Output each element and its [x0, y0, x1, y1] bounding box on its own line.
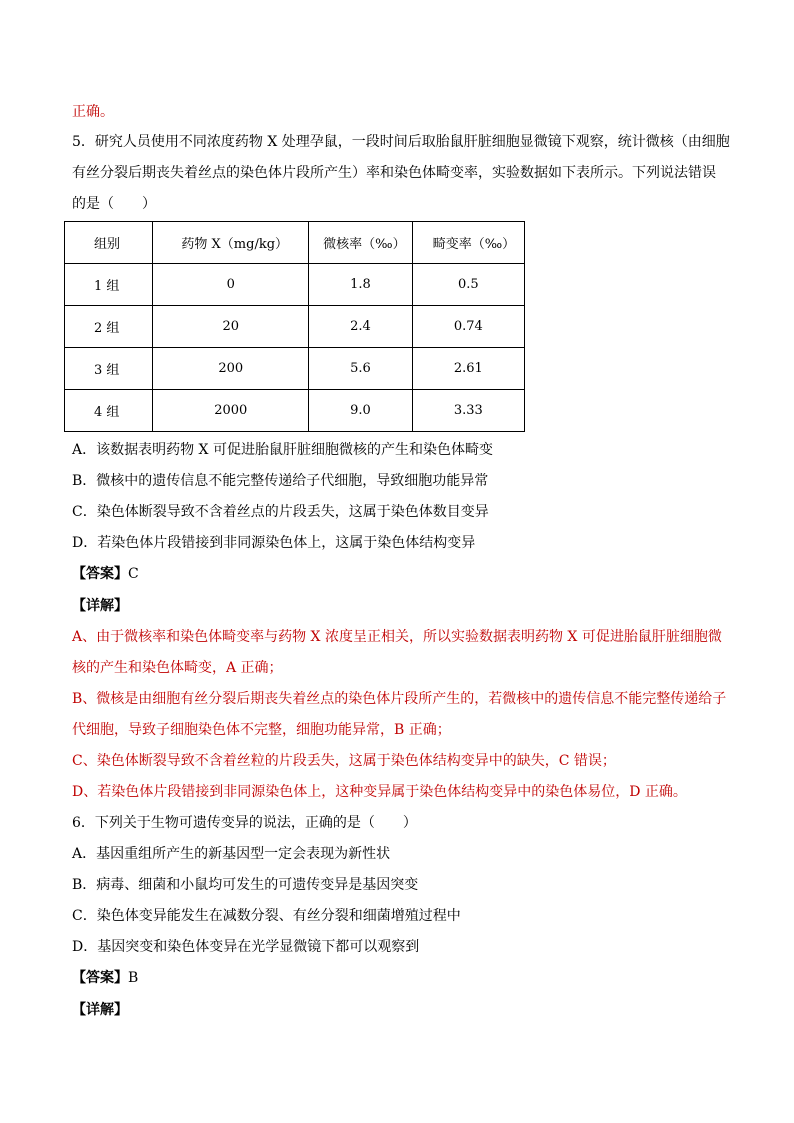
q5-explanation-line-6: D、若染色体片段错接到非同源染色体上，这种变异属于染色体结构变异中的染色体易位，D 正确。 [72, 784, 687, 800]
table-header-cell: 微核率（‰） [309, 222, 413, 264]
q6-option-b: B．病毒、细菌和小鼠均可发生的可遗传变异是基因突变 [72, 877, 419, 893]
table-cell: 3 组 [65, 348, 153, 390]
q5-explanation-line-4: 代细胞，导致子细胞染色体不完整，细胞功能异常，B 正确； [72, 722, 451, 738]
answer-value: B [128, 970, 139, 986]
table-header-cell: 畸变率（‰） [412, 222, 524, 264]
table-cell: 2000 [153, 390, 309, 432]
answer-label: 【答案】 [72, 970, 128, 986]
table-cell: 0.5 [412, 264, 524, 306]
q6-detail-label: 【详解】 [72, 1002, 128, 1018]
answer-label: 【答案】 [72, 566, 128, 582]
q5-option-c: C．染色体断裂导致不含着丝点的片段丢失，这属于染色体数目变异 [72, 504, 489, 520]
q5-explanation-line-5: C、染色体断裂导致不含着丝粒的片段丢失，这属于染色体结构变异中的缺失，C 错误； [72, 753, 616, 769]
table-cell: 4 组 [65, 390, 153, 432]
q5-explanation-line-2: 核的产生和染色体畸变，A 正确； [72, 660, 283, 676]
q6-option-a: A．基因重组所产生的新基因型一定会表现为新性状 [72, 846, 391, 862]
q5-stem-line-1: 5．研究人员使用不同浓度药物 X 处理孕鼠，一段时间后取胎鼠肝脏细胞显微镜下观察，统计微核（由细胞 [72, 134, 730, 150]
q5-explanation-line-1: A、由于微核率和染色体畸变率与药物 X 浓度呈正相关，所以实验数据表明药物 X 可促进胎鼠肝脏细胞微 [72, 629, 722, 645]
table-row [65, 348, 525, 390]
q5-option-a: A．该数据表明药物 X 可促进胎鼠肝脏细胞微核的产生和染色体畸变 [72, 442, 493, 458]
table-cell: 1 组 [65, 264, 153, 306]
table-cell: 9.0 [309, 390, 413, 432]
table-cell: 2.61 [412, 348, 524, 390]
table-cell: 2 组 [65, 306, 153, 348]
table-cell: 3.33 [412, 390, 524, 432]
q5-answer-line [72, 564, 734, 584]
table-row [65, 306, 525, 348]
answer-value: C [128, 566, 139, 582]
table-cell: 2.4 [309, 306, 413, 348]
table-cell: 1.8 [309, 264, 413, 306]
q5-option-d: D．若染色体片段错接到非同源染色体上，这属于染色体结构变异 [72, 535, 476, 551]
table-header-cell: 药物 X（mg/kg） [153, 222, 309, 264]
q6-answer-line [72, 968, 734, 988]
q5-stem-line-3: 的是（ ） [72, 196, 156, 212]
previous-answer-tail: 正确。 [72, 104, 114, 120]
q5-detail-label: 【详解】 [72, 598, 128, 614]
table-cell: 0.74 [412, 306, 524, 348]
q5-data-table [64, 221, 525, 432]
q5-explanation-line-3: B、微核是由细胞有丝分裂后期丧失着丝点的染色体片段所产生的，若微核中的遗传信息不能完整传递给子 [72, 691, 727, 707]
table-row [65, 390, 525, 432]
table-cell: 5.6 [309, 348, 413, 390]
q6-option-d: D．基因突变和染色体变异在光学显微镜下都可以观察到 [72, 939, 420, 955]
table-header-cell: 组别 [65, 222, 153, 264]
table-cell: 0 [153, 264, 309, 306]
table-cell: 200 [153, 348, 309, 390]
table-cell: 20 [153, 306, 309, 348]
q5-stem-line-2: 有丝分裂后期丧失着丝点的染色体片段所产生）率和染色体畸变率，实验数据如下表所示。下列说法错误 [72, 165, 716, 181]
q5-option-b: B．微核中的遗传信息不能完整传递给子代细胞，导致细胞功能异常 [72, 473, 489, 489]
q6-stem: 6．下列关于生物可遗传变异的说法，正确的是（ ） [72, 815, 417, 831]
table-row [65, 264, 525, 306]
q6-option-c: C．染色体变异能发生在减数分裂、有丝分裂和细菌增殖过程中 [72, 908, 461, 924]
table-header-row [65, 222, 525, 264]
